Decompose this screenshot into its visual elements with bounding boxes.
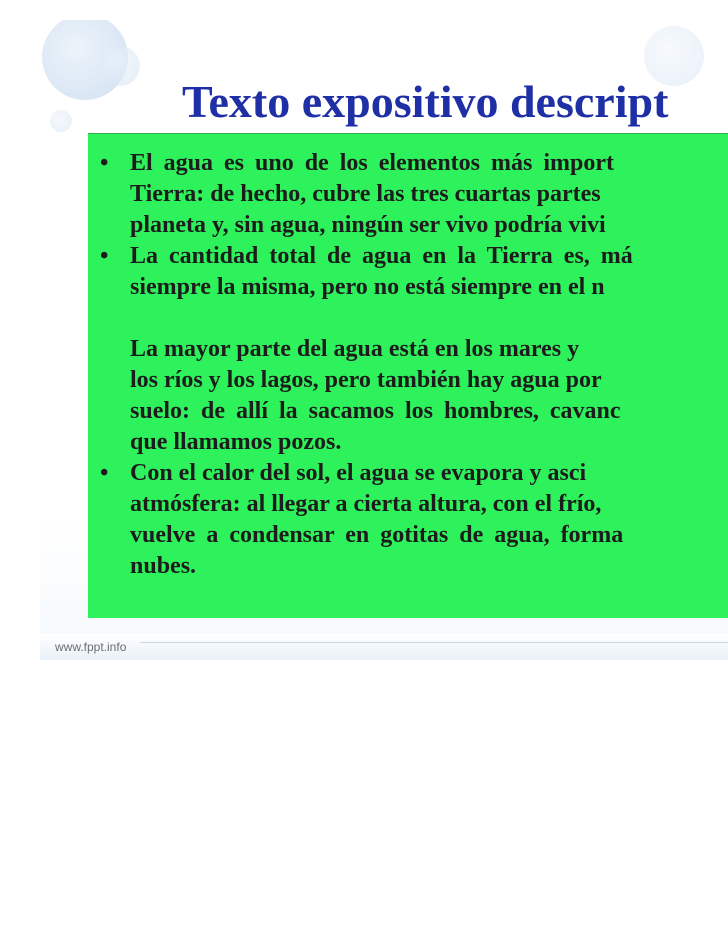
slide-title: Texto expositivo descript bbox=[182, 76, 669, 127]
slide-bottom-band bbox=[40, 634, 728, 660]
text-line: siempre la misma, pero no está siempre en el n bbox=[130, 274, 605, 300]
list-item bbox=[96, 458, 728, 582]
text-line: suelo: de allí la sacamos los hombres, cavanc bbox=[130, 398, 621, 424]
decorative-bubble bbox=[50, 110, 72, 132]
bullet-icon: • bbox=[100, 460, 109, 486]
bullet-icon: • bbox=[100, 243, 109, 269]
text-line: los ríos y los lagos, pero también hay agua por bbox=[130, 367, 602, 393]
list-item bbox=[96, 303, 728, 458]
footer-url: www.fppt.info bbox=[55, 640, 127, 654]
text-line: Tierra: de hecho, cubre las tres cuartas partes bbox=[130, 181, 601, 207]
text-line: nubes. bbox=[130, 553, 197, 579]
bullet-list bbox=[96, 148, 728, 582]
decorative-bubble bbox=[100, 46, 140, 86]
text-line: atmósfera: al llegar a cierta altura, con el frío, bbox=[130, 491, 602, 517]
text-line: La cantidad total de agua en la Tierra es, má bbox=[130, 243, 633, 269]
text-line: Con el calor del sol, el agua se evapora y asci bbox=[130, 460, 587, 486]
text-line: La mayor parte del agua está en los mares y bbox=[130, 336, 580, 362]
text-line: vuelve a condensar en gotitas de agua, forma bbox=[130, 522, 624, 548]
list-item bbox=[96, 241, 728, 303]
text-line: planeta y, sin agua, ningún ser vivo podría vivi bbox=[130, 212, 606, 238]
list-item bbox=[96, 148, 728, 241]
slide-bottom-line bbox=[140, 642, 728, 643]
text-line: que llamamos pozos. bbox=[130, 429, 342, 455]
text-line: El agua es uno de los elementos más import bbox=[130, 150, 614, 176]
bullet-icon: • bbox=[100, 150, 109, 176]
